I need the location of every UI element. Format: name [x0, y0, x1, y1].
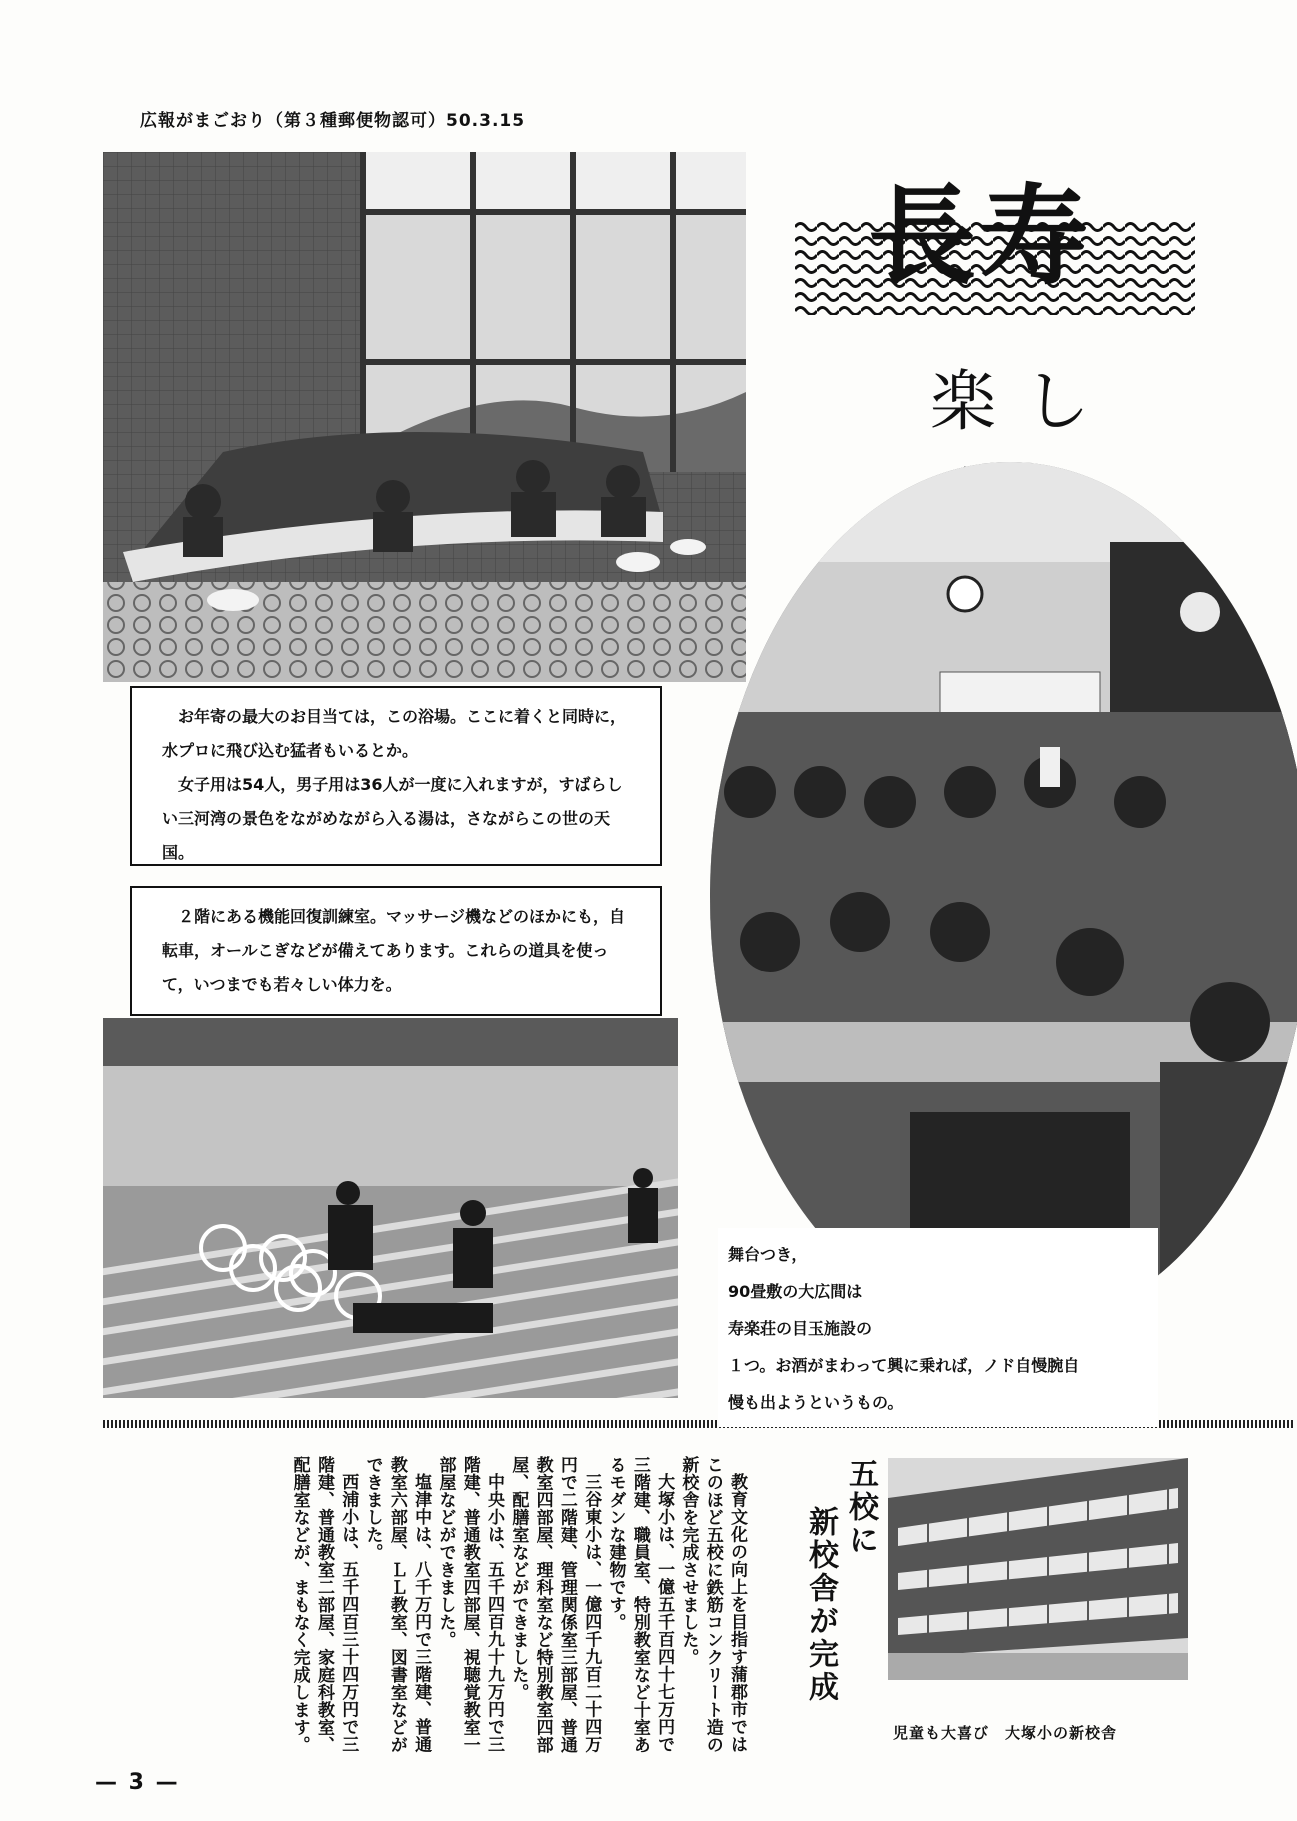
bath-caption [130, 686, 662, 866]
training-photo-illustration [103, 1018, 678, 1398]
article-title [800, 1458, 880, 1704]
page-header: 広報がまごおり（第３種郵便物認可）50.3.15 [140, 111, 526, 131]
school-photo-illustration [888, 1458, 1188, 1680]
headline-sub: 楽し [930, 363, 1118, 440]
hall-caption-line: 90畳敷の大広間は [728, 1282, 863, 1301]
bath-photo [103, 152, 746, 682]
school-photo [888, 1458, 1188, 1680]
page-number: — 3 — [95, 1770, 180, 1795]
training-caption-line: ２階にある機能回復訓練室。マッサージ機などのほかにも，自転車，オールこぎなどが備えてあります。これらの道具を使って，いつまでも若々しい体力を。 [162, 907, 626, 994]
hall-caption [718, 1228, 1158, 1427]
article-paragraph: 塩津中は、八千万円で三階建、普通教室六部屋、ＬＬ教室、図書室などができました。 [362, 1456, 432, 1754]
article-paragraph: 中央小は、五千四百九十九万円で三階建、普通教室四部屋、視聴覚教室一部屋などができました。 [435, 1456, 505, 1754]
training-caption [130, 886, 662, 1016]
article-paragraph: 教育文化の向上を目指す蒲郡市ではこのほど五校に鉄筋コンクリート造の新校舎を完成させました。 [678, 1456, 747, 1754]
article-paragraph: 三谷東小は、一億四千九百二十四万円で二階建、管理関係室三部屋、普通教室四部屋、理科室など特別教室四部屋、配膳室などができました。 [508, 1456, 602, 1754]
headline-main: 長寿 [868, 174, 1093, 300]
training-photo [103, 1018, 678, 1398]
school-photo-caption: 児童も大喜び 大塚小の新校舎 [893, 1724, 1118, 1742]
article-paragraph: 西浦小は、五千四百三十四万円で三階建、普通教室二部屋、家庭科教室、配膳室などが、まもなく完成します。 [289, 1456, 359, 1754]
hall-caption-line: 寿楽荘の目玉施設の [728, 1319, 873, 1338]
article-title-line: 五校に [843, 1458, 878, 1557]
article-title-line: 新校舎が完成 [803, 1506, 838, 1704]
hall-photo-illustration [710, 462, 1297, 1332]
bath-photo-illustration [103, 152, 746, 682]
hall-caption-line: 舞台つき， [728, 1245, 808, 1264]
bath-caption-line: お年寄の最大のお目当ては，この浴場。ここに着くと同時に，水プロに飛び込む猛者もいるとか。 [162, 707, 627, 760]
hall-caption-line: １つ。お酒がまわって興に乗れば，ノド自慢腕自 [728, 1356, 1080, 1375]
article-paragraph: 大塚小は、一億五千百四十七万円で三階建、職員室、特別教室など十室あるモダンな建物です。 [605, 1456, 675, 1754]
bath-caption-line: 女子用は54人，男子用は36人が一度に入れますが，すばらしい三河湾の景色をながめながら入る湯は，さながらこの世の天国。 [162, 775, 623, 862]
article-body [287, 1456, 749, 1766]
hall-photo [710, 462, 1297, 1332]
hall-caption-line: 慢も出ようというもの。 [728, 1393, 904, 1412]
